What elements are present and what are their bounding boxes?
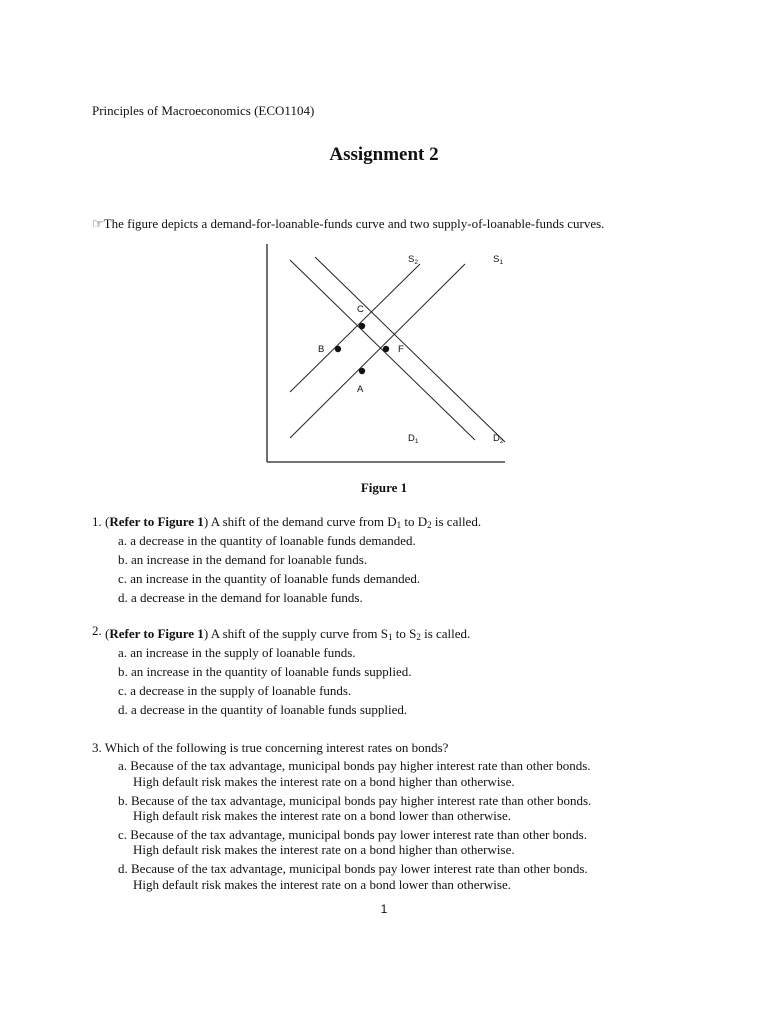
- question-text-b: to S: [392, 626, 417, 641]
- label-d1: $D_1$: [408, 433, 419, 445]
- subscript: 2: [427, 520, 432, 530]
- label-s1: $S_1$: [493, 254, 503, 266]
- q3-option-d-line2: High default risk makes the interest rate on a bond lower than otherwise.: [133, 877, 511, 892]
- q1-option-d: d. a decrease in the demand for loanable funds.: [118, 590, 363, 605]
- point-f: [383, 346, 389, 352]
- q3-option-c: c. Because of the tax advantage, municipal bonds pay lower interest rate than other bonds.: [118, 827, 587, 842]
- q3-option-b: b. Because of the tax advantage, municipal bonds pay higher interest rate than other bonds.: [118, 793, 592, 808]
- question-number: 1.: [92, 514, 102, 529]
- label-s2: $S_2$: [408, 254, 418, 266]
- question-text-c: is called.: [420, 626, 471, 641]
- point-a: [359, 368, 365, 374]
- question-2: 2. (Refer to Figure 1) A shift of the supply curve from $S_1$ to $S_2$ is called.: [92, 623, 471, 642]
- q1-option-a: a. a decrease in the quantity of loanable funds demanded.: [118, 533, 416, 548]
- q3-option-b-line2: High default risk makes the interest rate on a bond lower than otherwise.: [133, 808, 511, 823]
- subscript: 1: [396, 520, 402, 530]
- q2-option-d: d. a decrease in the quantity of loanable funds supplied.: [118, 702, 408, 717]
- question-text-a: A shift of the supply curve from S: [210, 626, 388, 641]
- course-title: Principles of Macroeconomics (ECO1104): [92, 103, 315, 118]
- figure-caption: Figure 1: [360, 480, 408, 495]
- loanable-funds-figure: [255, 240, 515, 468]
- question-text-c: is called.: [431, 514, 482, 529]
- question-number: 3.: [92, 740, 102, 755]
- subscript: 2: [416, 632, 421, 642]
- q2-option-a: a. an increase in the supply of loanable funds.: [118, 645, 356, 660]
- figure-reference: Refer to Figure 1: [109, 626, 204, 641]
- label-b: B: [318, 344, 325, 355]
- label-f: F: [398, 344, 404, 355]
- q1-option-b: b. an increase in the demand for loanable funds.: [118, 552, 368, 567]
- question-1: 1. (Refer to Figure 1) A shift of the demand curve from $D_1$ to $D_2$ is called.: [92, 514, 482, 530]
- q3-option-a-line2: High default risk makes the interest rate on a bond higher than otherwise.: [133, 774, 515, 789]
- q3-option-c-line2: High default risk makes the interest rate on a bond higher than otherwise.: [133, 842, 515, 857]
- figure-intro: [92, 216, 604, 232]
- q3-option-a: a. Because of the tax advantage, municipal bonds pay higher interest rate than other bonds.: [118, 758, 591, 773]
- spacer-3: [290, 260, 465, 435]
- pointing-hand-icon: ☞: [92, 216, 104, 231]
- question-3: [92, 740, 448, 756]
- point-c: [359, 323, 365, 329]
- subscript: 1: [387, 632, 393, 642]
- figure-reference: Refer to Figure 1: [109, 514, 204, 529]
- spacer: [290, 300, 475, 440]
- label-c: C: [357, 304, 364, 315]
- intro-text: The figure depicts a demand-for-loanable-funds curve and two supply-of-loanable-funds curves.: [103, 216, 605, 231]
- supply-curve-s1: [290, 264, 465, 438]
- q1-option-c: c. an increase in the quantity of loanable funds demanded.: [118, 571, 421, 586]
- demand-curve-d2: [315, 257, 505, 442]
- q3-option-d: d. Because of the tax advantage, municipal bonds pay lower interest rate than other bonds.: [118, 861, 588, 876]
- question-text-b: to D: [401, 514, 428, 529]
- label-a: A: [357, 384, 364, 395]
- question-number: 2.: [92, 623, 102, 638]
- page-title: Assignment 2: [329, 144, 439, 165]
- page-number: 1: [380, 902, 388, 916]
- label-d2: $D_2$: [493, 433, 504, 445]
- q2-option-b: b. an increase in the quantity of loanable funds supplied.: [118, 664, 412, 679]
- q2-option-c: c. a decrease in the supply of loanable funds.: [118, 683, 352, 698]
- question-text-a: A shift of the demand curve from D: [210, 514, 397, 529]
- point-b: [335, 346, 341, 352]
- question-text: Which of the following is true concerning interest rates on bonds?: [104, 740, 449, 755]
